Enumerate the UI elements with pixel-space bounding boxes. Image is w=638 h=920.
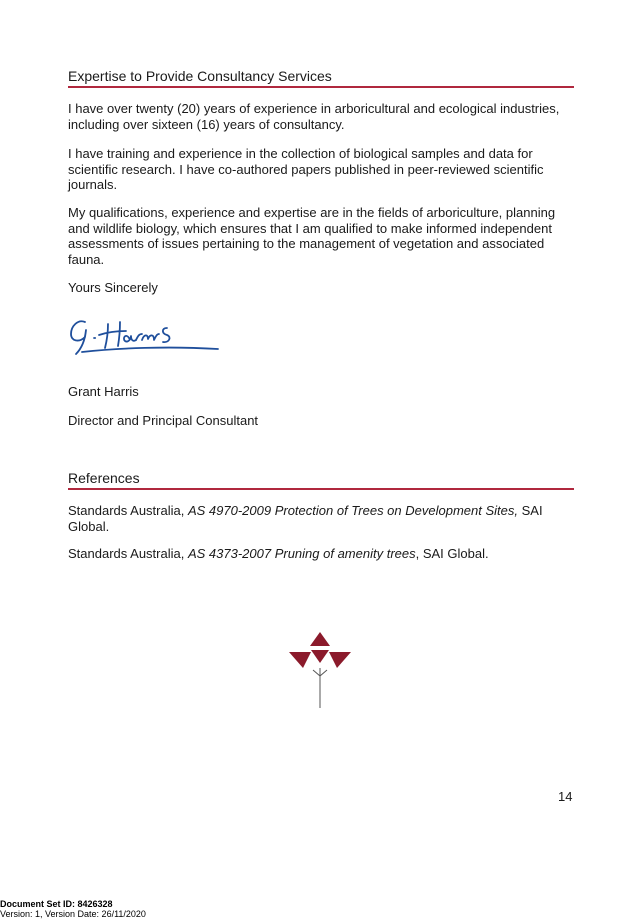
section-heading-expertise: Expertise to Provide Consultancy Services: [68, 68, 574, 88]
page-number: 14: [558, 789, 573, 804]
paragraph-experience: I have over twenty (20) years of experience in arboricultural and ecological industries, including over sixteen (16) years of consultancy.: [68, 101, 560, 132]
reference-title: AS 4970-2009 Protection of Trees on Development Sites,: [187, 503, 518, 518]
signatory-title: Director and Principal Consultant: [68, 413, 259, 428]
paragraph-training: I have training and experience in the collection of biological samples and data for scientific research. I have co-authored papers published in peer-reviewed scientific journals.: [68, 146, 544, 192]
reference-item: [68, 503, 574, 534]
document-page: [68, 0, 574, 912]
signatory-name: Grant Harris: [68, 384, 139, 399]
reference-prefix: Standards Australia,: [68, 546, 188, 561]
version-line: Version: 1, Version Date: 26/11/2020: [0, 909, 146, 919]
paragraph-qualifications: My qualifications, experience and expertise are in the fields of arboriculture, planning and wildlife biology, which ensures that I am qualified to make informed independent assessments of issues pertaining to the management of vegetation and associated fauna.: [68, 205, 556, 267]
reference-suffix: SAI Global.: [68, 503, 543, 534]
document-set-id: Document Set ID: 8426328: [0, 899, 113, 909]
reference-suffix: , SAI Global.: [415, 546, 489, 561]
reference-item: [68, 546, 574, 562]
signature-image: [68, 310, 228, 358]
closing-salutation: Yours Sincerely: [68, 280, 158, 295]
section-heading-references: References: [68, 470, 574, 490]
tree-leaves-icon: [289, 632, 351, 710]
reference-title: AS 4373-2007 Pruning of amenity trees: [187, 546, 416, 561]
reference-prefix: Standards Australia,: [68, 503, 188, 518]
